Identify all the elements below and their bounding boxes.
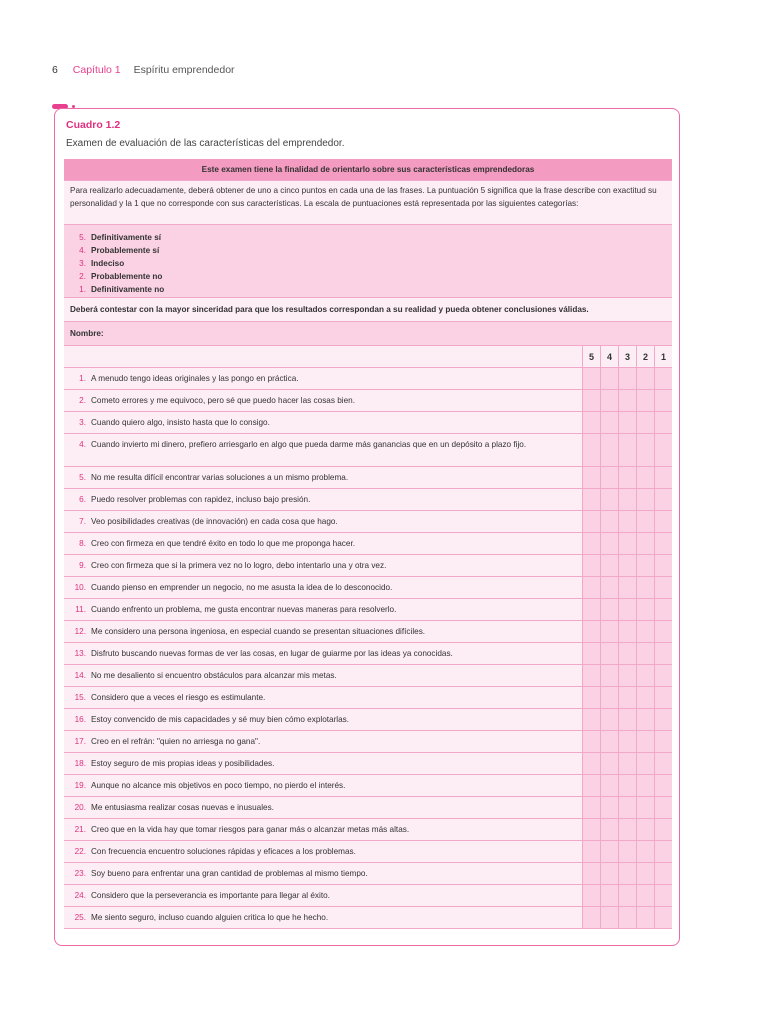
question-number: 18. xyxy=(74,759,86,768)
question-label: Con frecuencia encuentro soluciones rápidas y eficaces a los problemas. xyxy=(91,847,356,856)
score-cell[interactable] xyxy=(582,467,600,488)
score-cell[interactable] xyxy=(618,753,636,774)
score-cell[interactable] xyxy=(636,390,654,411)
question-text-cell xyxy=(64,731,582,752)
question-text-cell xyxy=(64,643,582,664)
scale-label: Indeciso xyxy=(91,259,125,268)
question-text-cell xyxy=(64,533,582,554)
question-number: 2. xyxy=(79,396,86,405)
question-text-cell xyxy=(64,907,582,928)
score-cell[interactable] xyxy=(654,797,672,818)
score-cell[interactable] xyxy=(600,555,618,576)
score-cell[interactable] xyxy=(654,390,672,411)
score-cell[interactable] xyxy=(654,489,672,510)
question-label: Cometo errores y me equivoco, pero sé que puedo hacer las cosas bien. xyxy=(91,396,355,405)
score-cell[interactable] xyxy=(618,841,636,862)
question-label: Creo con firmeza que si la primera vez no lo logro, debo intentarlo una y otra vez. xyxy=(91,561,387,570)
score-column-header: 3 xyxy=(618,346,636,367)
score-cell[interactable] xyxy=(582,434,600,466)
question-row xyxy=(64,775,672,797)
score-cell[interactable] xyxy=(654,467,672,488)
question-row xyxy=(64,489,672,511)
question-text-cell xyxy=(64,412,582,433)
score-cell[interactable] xyxy=(618,665,636,686)
question-number: 19. xyxy=(74,781,86,790)
question-text-cell xyxy=(64,709,582,730)
score-cell[interactable] xyxy=(654,621,672,642)
evaluation-table xyxy=(64,159,672,929)
score-cell[interactable] xyxy=(618,797,636,818)
score-cell[interactable] xyxy=(582,533,600,554)
score-cell[interactable] xyxy=(582,753,600,774)
score-cell[interactable] xyxy=(654,885,672,906)
score-cell[interactable] xyxy=(600,577,618,598)
question-label: Estoy convencido de mis capacidades y sé muy bien cómo explotarlas. xyxy=(91,715,350,724)
question-row xyxy=(64,390,672,412)
score-cell[interactable] xyxy=(582,709,600,730)
question-text-cell xyxy=(64,621,582,642)
score-cell[interactable] xyxy=(618,368,636,389)
question-text-cell xyxy=(64,555,582,576)
question-row xyxy=(64,434,672,467)
question-number: 4. xyxy=(79,440,86,449)
scale-item xyxy=(74,244,666,257)
question-number: 14. xyxy=(74,671,86,680)
score-column-header: 1 xyxy=(654,346,672,367)
question-label: Cuando quiero algo, insisto hasta que lo consigo. xyxy=(91,418,270,427)
score-cell[interactable] xyxy=(654,841,672,862)
score-cell[interactable] xyxy=(582,687,600,708)
question-text-cell xyxy=(64,467,582,488)
score-cell[interactable] xyxy=(600,797,618,818)
score-cell[interactable] xyxy=(582,621,600,642)
question-text-cell xyxy=(64,511,582,532)
scale-label: Definitivamente no xyxy=(91,285,165,294)
question-number: 15. xyxy=(74,693,86,702)
score-cell[interactable] xyxy=(618,555,636,576)
score-cell[interactable] xyxy=(636,555,654,576)
question-label: Cuando invierto mi dinero, prefiero arriesgarlo en algo que pueda darme más ganancias que en un depósito a plazo fijo. xyxy=(91,440,527,449)
score-cell[interactable] xyxy=(636,511,654,532)
question-row xyxy=(64,709,672,731)
score-cell[interactable] xyxy=(636,467,654,488)
score-cell[interactable] xyxy=(636,489,654,510)
score-cell[interactable] xyxy=(654,709,672,730)
scale-item xyxy=(74,231,666,244)
question-number: 5. xyxy=(79,473,86,482)
question-text-cell xyxy=(64,489,582,510)
score-cell[interactable] xyxy=(654,687,672,708)
score-cell[interactable] xyxy=(618,412,636,433)
table-header: Este examen tiene la finalidad de orientarlo sobre sus características emprendedoras xyxy=(64,159,672,181)
score-column-header: 5 xyxy=(582,346,600,367)
score-cell[interactable] xyxy=(582,841,600,862)
score-cell[interactable] xyxy=(654,863,672,884)
question-row xyxy=(64,643,672,665)
score-cell[interactable] xyxy=(618,577,636,598)
score-cell[interactable] xyxy=(654,775,672,796)
question-text-cell xyxy=(64,665,582,686)
chapter-label: Capítulo 1 xyxy=(72,64,121,76)
scale-number: 1. xyxy=(79,285,86,294)
question-row xyxy=(64,555,672,577)
question-row xyxy=(64,819,672,841)
score-cell[interactable] xyxy=(654,643,672,664)
question-label: Me considero una persona ingeniosa, en especial cuando se presentan situaciones difíciles. xyxy=(91,627,426,636)
question-label: Veo posibilidades creativas (de innovación) en cada cosa que hago. xyxy=(91,517,338,526)
score-cell[interactable] xyxy=(654,731,672,752)
score-cell[interactable] xyxy=(636,412,654,433)
score-cell[interactable] xyxy=(654,511,672,532)
scale-label: Probablemente sí xyxy=(91,246,160,255)
score-cell[interactable] xyxy=(636,368,654,389)
question-label: No me resulta difícil encontrar varias soluciones a un mismo problema. xyxy=(91,473,349,482)
question-label: Creo en el refrán: "quien no arriesga no gana". xyxy=(91,737,261,746)
name-field[interactable] xyxy=(64,322,672,346)
score-cell[interactable] xyxy=(600,753,618,774)
question-label: Puedo resolver problemas con rapidez, incluso bajo presión. xyxy=(91,495,311,504)
question-row xyxy=(64,511,672,533)
scale-number: 2. xyxy=(79,272,86,281)
score-cell[interactable] xyxy=(582,643,600,664)
question-text-cell xyxy=(64,885,582,906)
score-cell[interactable] xyxy=(582,577,600,598)
score-cell[interactable] xyxy=(618,599,636,620)
question-label: Aunque no alcance mis objetivos en poco tiempo, no pierdo el interés. xyxy=(91,781,346,790)
question-row xyxy=(64,885,672,907)
question-row xyxy=(64,907,672,929)
question-text-cell xyxy=(64,753,582,774)
score-cell[interactable] xyxy=(636,434,654,466)
score-cell[interactable] xyxy=(582,775,600,796)
question-label: Soy bueno para enfrentar una gran cantidad de problemas al mismo tiempo. xyxy=(91,869,368,878)
score-cell[interactable] xyxy=(618,819,636,840)
question-text-cell xyxy=(64,434,582,466)
score-cell[interactable] xyxy=(582,511,600,532)
question-text-cell xyxy=(64,819,582,840)
score-cell[interactable] xyxy=(618,687,636,708)
question-label: Estoy seguro de mis propias ideas y posibilidades. xyxy=(91,759,275,768)
question-number: 24. xyxy=(74,891,86,900)
question-number: 12. xyxy=(74,627,86,636)
question-row xyxy=(64,753,672,775)
score-cell[interactable] xyxy=(636,577,654,598)
question-number: 3. xyxy=(79,418,86,427)
question-number: 10. xyxy=(74,583,86,592)
score-cell[interactable] xyxy=(582,731,600,752)
question-number: 17. xyxy=(74,737,86,746)
question-number: 11. xyxy=(75,605,86,614)
score-cell[interactable] xyxy=(618,489,636,510)
cuadro-subtitle: Examen de evaluación de las características del emprendedor. xyxy=(66,138,345,149)
question-number: 9. xyxy=(79,561,86,570)
question-number: 6. xyxy=(79,495,86,504)
score-cell[interactable] xyxy=(654,753,672,774)
question-row xyxy=(64,412,672,434)
score-cell[interactable] xyxy=(654,599,672,620)
score-cell[interactable] xyxy=(636,885,654,906)
score-cell[interactable] xyxy=(582,885,600,906)
running-head xyxy=(52,64,235,76)
score-cell[interactable] xyxy=(600,533,618,554)
question-label: Disfruto buscando nuevas formas de ver las cosas, en lugar de guiarme por las ideas ya conocidas. xyxy=(91,649,453,658)
score-cell[interactable] xyxy=(636,797,654,818)
scale-list xyxy=(64,225,672,298)
score-cell[interactable] xyxy=(582,863,600,884)
score-cell[interactable] xyxy=(618,709,636,730)
question-label: A menudo tengo ideas originales y las pongo en práctica. xyxy=(91,374,299,383)
question-row xyxy=(64,577,672,599)
scale-label: Probablemente no xyxy=(91,272,163,281)
score-cell[interactable] xyxy=(618,907,636,928)
score-cell[interactable] xyxy=(618,643,636,664)
score-cell[interactable] xyxy=(582,368,600,389)
score-cell[interactable] xyxy=(636,819,654,840)
score-cell[interactable] xyxy=(636,621,654,642)
question-text-cell xyxy=(64,797,582,818)
score-cell[interactable] xyxy=(636,753,654,774)
question-number: 7. xyxy=(79,517,86,526)
score-cell[interactable] xyxy=(582,907,600,928)
cuadro-title: Cuadro 1.2 xyxy=(66,119,121,131)
question-row xyxy=(64,599,672,621)
score-cell[interactable] xyxy=(618,863,636,884)
question-label: Creo que en la vida hay que tomar riesgos para ganar más o alcanzar metas más altas. xyxy=(91,825,410,834)
scale-item xyxy=(74,270,666,283)
score-cell[interactable] xyxy=(600,907,618,928)
score-cell[interactable] xyxy=(600,489,618,510)
question-row xyxy=(64,533,672,555)
score-cell[interactable] xyxy=(600,687,618,708)
score-cell[interactable] xyxy=(636,841,654,862)
scale-number: 4. xyxy=(79,246,86,255)
question-number: 20. xyxy=(74,803,86,812)
score-cell[interactable] xyxy=(600,412,618,433)
score-cell[interactable] xyxy=(654,819,672,840)
question-label: Considero que a veces el riesgo es estimulante. xyxy=(91,693,266,702)
score-cell[interactable] xyxy=(636,731,654,752)
score-cell[interactable] xyxy=(636,665,654,686)
score-cell[interactable] xyxy=(600,390,618,411)
question-row xyxy=(64,841,672,863)
question-row xyxy=(64,687,672,709)
score-cell[interactable] xyxy=(636,863,654,884)
score-cell[interactable] xyxy=(636,775,654,796)
question-text-cell xyxy=(64,390,582,411)
score-cell[interactable] xyxy=(600,731,618,752)
question-number: 23. xyxy=(74,869,86,878)
question-number: 16. xyxy=(74,715,86,724)
score-cell[interactable] xyxy=(600,511,618,532)
question-label: Me entusiasma realizar cosas nuevas e inusuales. xyxy=(91,803,274,812)
score-cell[interactable] xyxy=(618,533,636,554)
score-cell[interactable] xyxy=(600,885,618,906)
score-cell[interactable] xyxy=(600,434,618,466)
question-text-cell xyxy=(64,775,582,796)
score-cell[interactable] xyxy=(600,467,618,488)
score-cell[interactable] xyxy=(582,665,600,686)
table-note: Deberá contestar con la mayor sinceridad para que los resultados correspondan a su realidad y pueda obtener conclusiones válidas. xyxy=(64,298,672,322)
question-row xyxy=(64,863,672,885)
score-cell[interactable] xyxy=(600,665,618,686)
table-intro: Para realizarlo adecuadamente, deberá obtener de uno a cinco puntos en cada una de las frases. La puntuación 5 significa que la frase describe con exactitud su personalidad y la 1 que no corresponde con sus características. La escala de puntuaciones está representada por las siguientes categorías: xyxy=(64,181,672,225)
section-label: Espíritu emprendedor xyxy=(133,64,235,76)
question-row xyxy=(64,797,672,819)
score-cell[interactable] xyxy=(582,390,600,411)
score-cell[interactable] xyxy=(600,599,618,620)
scale-item xyxy=(74,257,666,270)
score-cell[interactable] xyxy=(618,775,636,796)
question-text-cell xyxy=(64,863,582,884)
score-cell[interactable] xyxy=(636,599,654,620)
scale-item xyxy=(74,283,666,296)
name-label: Nombre: xyxy=(70,329,104,338)
score-cell[interactable] xyxy=(618,731,636,752)
score-cell[interactable] xyxy=(618,390,636,411)
question-row xyxy=(64,467,672,489)
question-row xyxy=(64,621,672,643)
question-text-cell xyxy=(64,687,582,708)
question-number: 1. xyxy=(79,374,86,383)
score-cell[interactable] xyxy=(654,555,672,576)
score-cell[interactable] xyxy=(600,819,618,840)
question-list xyxy=(64,368,672,929)
score-cell[interactable] xyxy=(600,621,618,642)
score-cell[interactable] xyxy=(636,907,654,928)
score-cell[interactable] xyxy=(600,643,618,664)
question-number: 22. xyxy=(74,847,86,856)
score-cell[interactable] xyxy=(600,841,618,862)
question-row xyxy=(64,368,672,390)
score-column-header: 4 xyxy=(600,346,618,367)
score-cell[interactable] xyxy=(654,434,672,466)
question-number: 21. xyxy=(74,825,86,834)
question-label: Cuando enfrento un problema, me gusta encontrar nuevas maneras para resolverlo. xyxy=(91,605,397,614)
score-cell[interactable] xyxy=(582,489,600,510)
question-number: 8. xyxy=(79,539,86,548)
score-cell[interactable] xyxy=(654,533,672,554)
score-cell[interactable] xyxy=(618,467,636,488)
score-cell[interactable] xyxy=(618,434,636,466)
scale-number: 3. xyxy=(79,259,86,268)
score-cell[interactable] xyxy=(618,511,636,532)
score-cell[interactable] xyxy=(618,621,636,642)
score-cell[interactable] xyxy=(636,533,654,554)
question-number: 25. xyxy=(74,913,86,922)
scale-label: Definitivamente sí xyxy=(91,233,162,242)
score-cell[interactable] xyxy=(654,368,672,389)
question-text-cell xyxy=(64,599,582,620)
score-cell[interactable] xyxy=(654,907,672,928)
score-cell[interactable] xyxy=(582,819,600,840)
score-cell[interactable] xyxy=(654,665,672,686)
question-text-cell xyxy=(64,368,582,389)
question-label: No me desaliento si encuentro obstáculos para alcanzar mis metas. xyxy=(91,671,337,680)
column-header-spacer xyxy=(64,346,582,367)
question-label: Considero que la perseverancia es importante para llegar al éxito. xyxy=(91,891,330,900)
question-text-cell xyxy=(64,841,582,862)
question-label: Me siento seguro, incluso cuando alguien critica lo que he hecho. xyxy=(91,913,329,922)
score-cell[interactable] xyxy=(582,412,600,433)
question-label: Creo con firmeza en que tendré éxito en todo lo que me proponga hacer. xyxy=(91,539,355,548)
page-number: 6 xyxy=(52,64,58,76)
score-cell[interactable] xyxy=(582,797,600,818)
score-cell[interactable] xyxy=(582,555,600,576)
question-number: 13. xyxy=(74,649,86,658)
score-cell[interactable] xyxy=(636,709,654,730)
score-cell[interactable] xyxy=(600,863,618,884)
score-cell[interactable] xyxy=(654,577,672,598)
question-row xyxy=(64,731,672,753)
question-row xyxy=(64,665,672,687)
column-header-row xyxy=(64,346,672,368)
score-cell[interactable] xyxy=(600,775,618,796)
score-cell[interactable] xyxy=(618,885,636,906)
score-column-header: 2 xyxy=(636,346,654,367)
score-cell[interactable] xyxy=(636,687,654,708)
score-cell[interactable] xyxy=(582,599,600,620)
score-cell[interactable] xyxy=(600,368,618,389)
score-cell[interactable] xyxy=(636,643,654,664)
score-cell[interactable] xyxy=(600,709,618,730)
question-label: Cuando pienso en emprender un negocio, no me asusta la idea de lo desconocido. xyxy=(91,583,393,592)
question-text-cell xyxy=(64,577,582,598)
scale-number: 5. xyxy=(79,233,86,242)
score-cell[interactable] xyxy=(654,412,672,433)
